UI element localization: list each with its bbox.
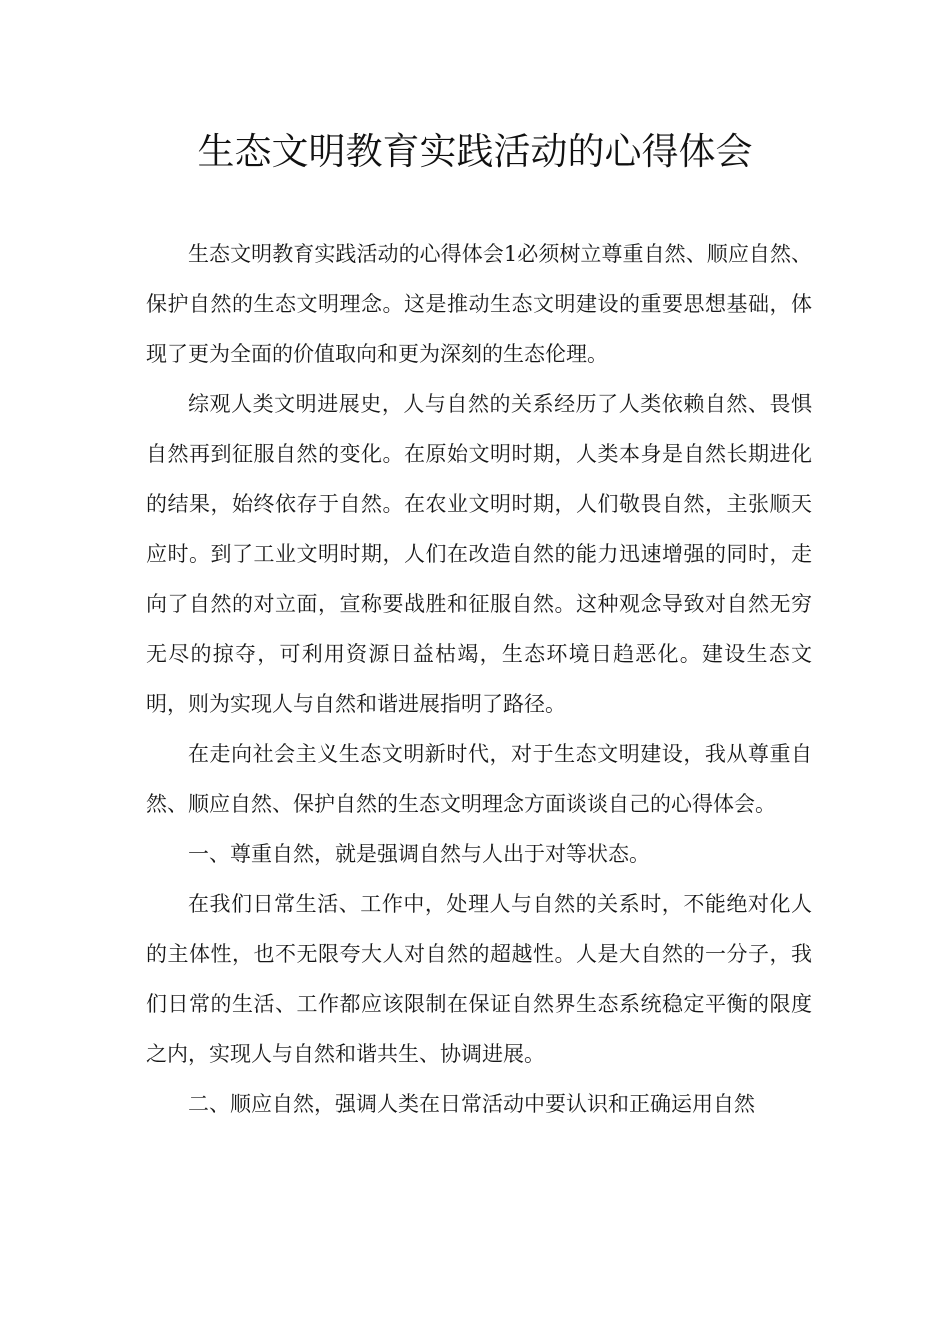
paragraph-3: 在走向社会主义生态文明新时代，对于生态文明建设，我从尊重自然、顺应自然、保护自然的生态文明理念方面谈谈自己的心得体会。 bbox=[146, 742, 812, 816]
paragraph-1: 生态文明教育实践活动的心得体会1必须树立尊重自然、顺应自然、保护自然的生态文明理念。这是推动生态文明建设的重要思想基础，体现了更为全面的价值取向和更为深刻的生态伦理。 bbox=[146, 242, 812, 366]
paragraph-4: 一、尊重自然，就是强调自然与人出于对等状态。 bbox=[188, 842, 650, 866]
paragraph-5: 在我们日常生活、工作中，处理人与自然的关系时，不能绝对化人的主体性，也不无限夸大人对自然的超越性。人是大自然的一分子，我们日常的生活、工作都应该限制在保证自然界生态系统稳定平衡的限度之内，实现人与自然和谐共生、协调进展。 bbox=[146, 892, 812, 1066]
paragraph-6: 二、顺应自然，强调人类在日常活动中要认识和正确运用自然 bbox=[188, 1092, 755, 1116]
document-title: 生态文明教育实践活动的心得体会 bbox=[197, 130, 753, 173]
document-body bbox=[146, 229, 812, 1129]
paragraph-2: 综观人类文明进展史，人与自然的关系经历了人类依赖自然、畏惧自然再到征服自然的变化。在原始文明时期，人类本身是自然长期进化的结果，始终依存于自然。在农业文明时期，人们敬畏自然，主张顺天应时。到了工业文明时期，人们在改造自然的能力迅速增强的同时，走向了自然的对立面，宣称要战胜和征服自然。这种观念导致对自然无穷无尽的掠夺，可利用资源日益枯竭，生态环境日趋恶化。建设生态文明，则为实现人与自然和谐进展指明了路径。 bbox=[146, 392, 812, 716]
